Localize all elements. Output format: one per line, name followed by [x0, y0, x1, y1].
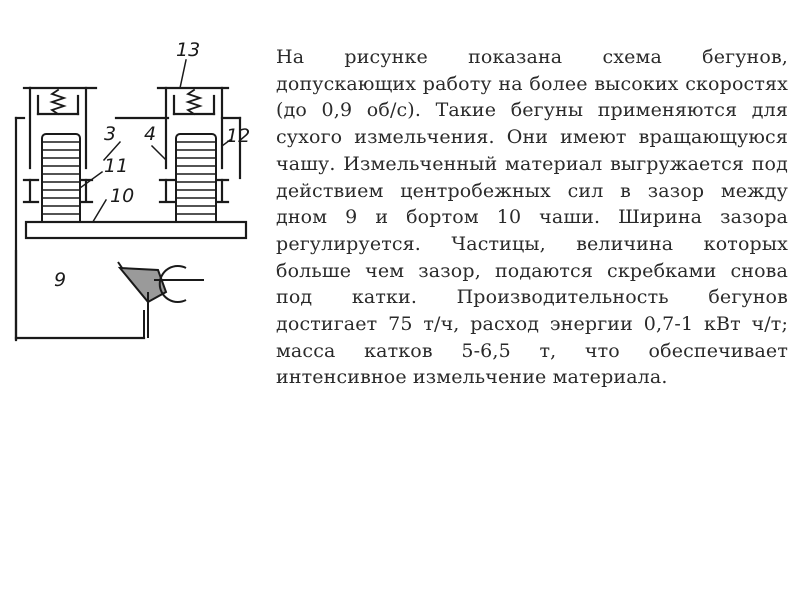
bowl-plate [26, 222, 246, 238]
drawing-mask [18, 250, 114, 336]
callout-10: 10 [110, 185, 135, 207]
right-roller [176, 134, 216, 230]
description-paragraph: На рисунке показана схема бегунов, допускающих работу на более высоких скоростях (до 0,9 об/с). Такие бегуны применяются для сухого измельчения. Они имеют вращающуюся чашу. Измельченный материал выгружается под действием центробежных сил в зазор между дном 9 и бортом 10 чаши. Ширина зазора регулируется. Частицы, величина которых больше чем зазор, подаются скребками снова под катки. Производительность бегунов достигает 75 т/ч, расход энергии 0,7-1 кВт ч/т; масса катков 5-6,5 т, что обеспечивает интенсивное измельчение материала. [276, 46, 788, 389]
callout-3: 3 [104, 123, 117, 145]
left-roller [42, 134, 80, 230]
leader-13 [180, 60, 186, 88]
callout-11: 11 [104, 155, 129, 177]
callout-13: 13 [176, 39, 201, 61]
runner-mill-drawing [8, 30, 270, 350]
right-spring [188, 90, 200, 114]
left-spring [52, 90, 64, 114]
leader-4 [152, 146, 166, 160]
runner-mill-diagram [8, 30, 270, 350]
drive-assembly [118, 262, 204, 338]
callout-9: 9 [54, 269, 67, 291]
callout-4: 4 [144, 123, 157, 145]
callout-12: 12 [226, 125, 251, 147]
